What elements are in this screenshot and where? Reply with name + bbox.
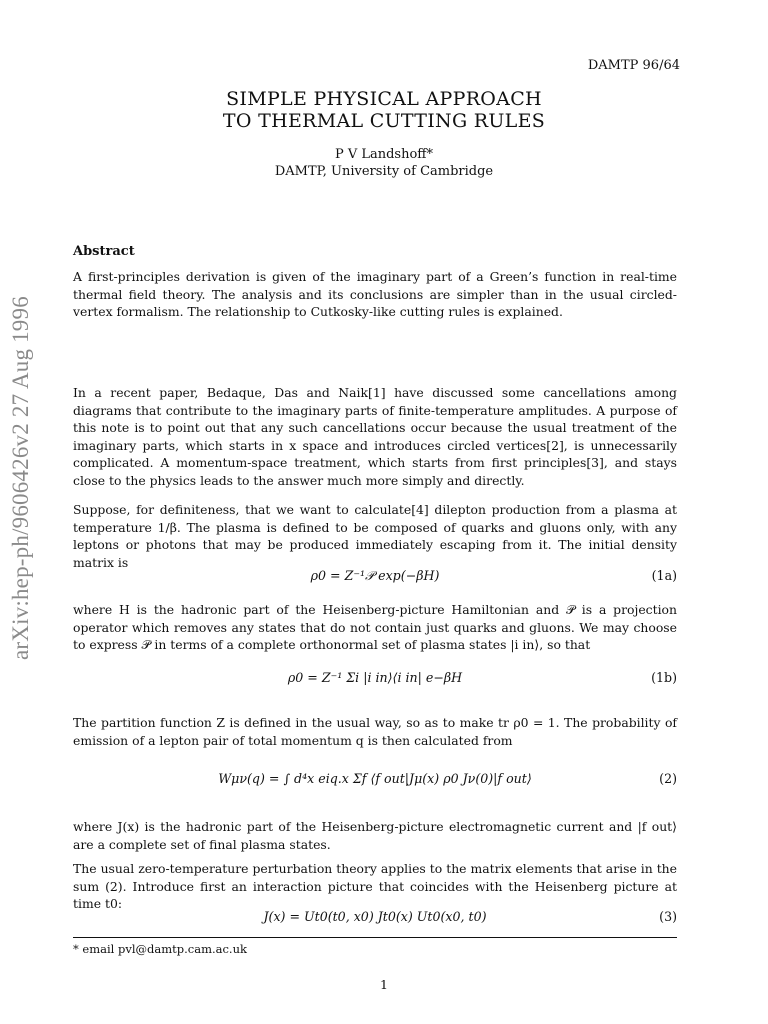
paragraph-5: where J(x) is the hadronic part of the Heisenberg-picture electromagnetic current and |f out⟩ are a complete set of final plasma states. (73, 819, 677, 852)
paper-title (0, 88, 768, 132)
abstract-text: A first-principles derivation is given of the imaginary part of a Green’s function in real-time thermal field theory. The analysis and its conclusions are simpler than in the usual circled-vertex formalism. The relationship to Cutkosky-like cutting rules is explained. (73, 269, 677, 320)
footnote: * email pvl@damtp.cam.ac.uk (73, 942, 247, 956)
report-number: DAMTP 96/64 (587, 58, 680, 73)
author-name: P V Landshoff* (334, 147, 434, 162)
paragraph-4: The partition function Z is defined in the usual way, so as to make tr ρ0 = 1. The probability of emission of a lepton pair of total momentum q is then calculated from (73, 715, 677, 748)
equation-2-number: (2) (659, 771, 677, 786)
title-line-2: TO THERMAL CUTTING RULES (222, 110, 546, 132)
arxiv-stamp: arXiv:hep-ph/9606426v2 27 Aug 1996 (8, 296, 33, 660)
equation-2 (73, 771, 677, 789)
equation-1a-formula: ρ0 = Z⁻¹𝒫 exp(−βH) (310, 568, 440, 583)
equation-2-formula: Wμν(q) = ∫ d⁴x eiq.x Σf ⟨f out|Jμ(x) ρ0 Jν(0)|f out⟩ (218, 771, 532, 786)
title-line-1: SIMPLE PHYSICAL APPROACH (226, 88, 542, 110)
abstract-heading: Abstract (73, 244, 135, 259)
equation-1a (73, 568, 677, 586)
equation-1b-number: (1b) (651, 670, 677, 685)
equation-1b (73, 670, 677, 688)
paragraph-3: where H is the hadronic part of the Heisenberg-picture Hamiltonian and 𝒫 is a projection operator which removes any states that do not contain just quarks and gluons. We may choose to express 𝒫 in terms of a complete orthonormal set of plasma states |i in⟩, so that (73, 602, 677, 653)
footnote-rule (73, 937, 677, 938)
paragraph-1: In a recent paper, Bedaque, Das and Naik[1] have discussed some cancellations among diagrams that contribute to the imaginary parts of finite-temperature amplitudes. A purpose of this note is to point out that any such cancellations occur because the usual treatment of the imaginary parts, which starts in x space and introduces circled vertices[2], is unnecessarily complicated. A momentum-space treatment, which starts from first principles[3], and stays close to the physics leads to the answer much more simply and directly. (73, 385, 677, 488)
paragraph-6: The usual zero-temperature perturbation theory applies to the matrix elements that arise in the sum (2). Introduce first an interaction picture that coincides with the Heisenberg picture at time t0: (73, 861, 677, 912)
affiliation: DAMTP, University of Cambridge (274, 164, 494, 179)
author-block (0, 146, 768, 180)
equation-1a-number: (1a) (651, 568, 677, 583)
paragraph-2: Suppose, for definiteness, that we want to calculate[4] dilepton production from a plasma at temperature 1/β. The plasma is defined to be composed of quarks and gluons only, with any leptons or photons that may be produced immediately escaping from it. The initial density matrix is (73, 502, 677, 570)
page-number: 1 (380, 977, 388, 992)
equation-3-number: (3) (659, 909, 677, 924)
equation-3 (73, 909, 677, 927)
equation-1b-formula: ρ0 = Z⁻¹ Σi |i in⟩⟨i in| e−βH (287, 670, 463, 685)
equation-3-formula: J(x) = Ut0(t0, x0) Jt0(x) Ut0(x0, t0) (263, 909, 487, 924)
